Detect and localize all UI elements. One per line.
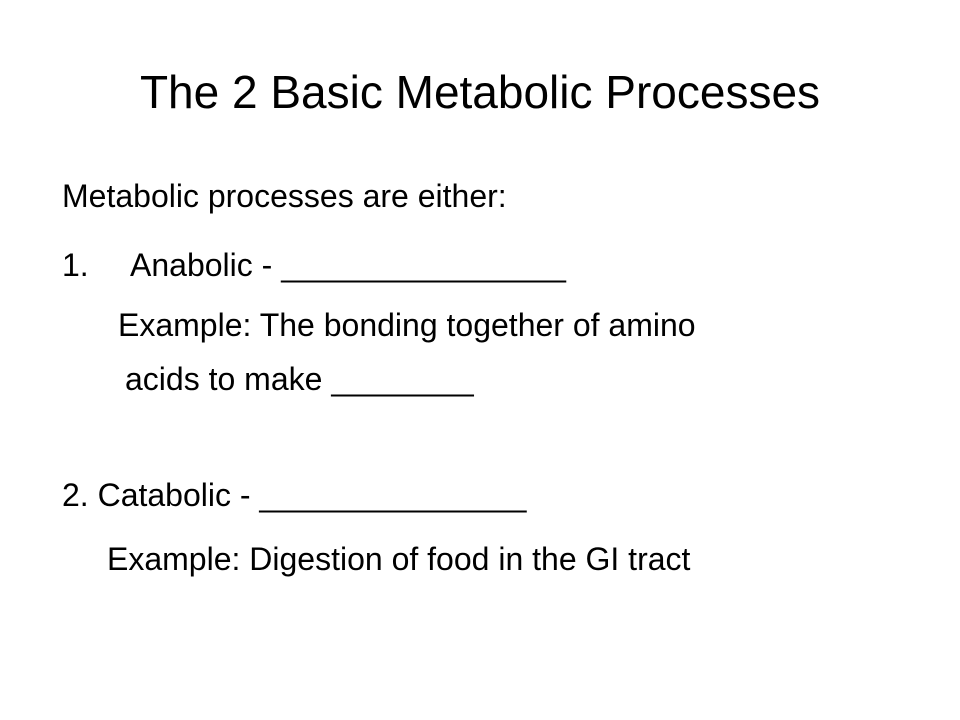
catabolic-item: 2. Catabolic - _______________ — [62, 477, 527, 513]
catabolic-example: Example: Digestion of food in the GI tract — [107, 541, 691, 577]
slide-title: The 2 Basic Metabolic Processes — [139, 66, 821, 118]
list-item-number: 1. — [62, 247, 89, 283]
anabolic-item: Anabolic - ________________ — [130, 247, 566, 283]
anabolic-example-line-1: Example: The bonding together of amino — [118, 307, 696, 343]
anabolic-example-line-2: acids to make ________ — [125, 361, 474, 397]
intro-text: Metabolic processes are either: — [62, 178, 507, 214]
